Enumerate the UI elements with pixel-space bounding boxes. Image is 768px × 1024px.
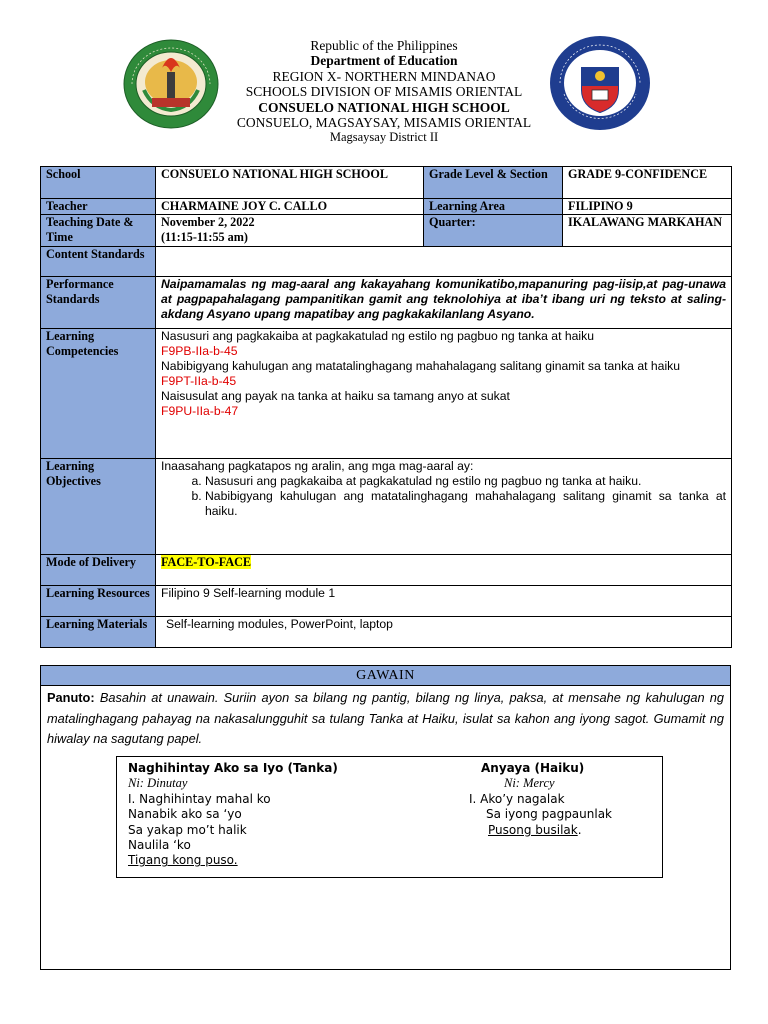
haiku-poem [469, 761, 612, 838]
gawain-title: GAWAIN [41, 666, 730, 686]
mode-value: FACE-TO-FACE [161, 555, 252, 569]
materials-value: Self-learning modules, PowerPoint, laptop [156, 617, 732, 648]
division-line: SCHOOLS DIVISION OF MISAMIS ORIENTAL [245, 84, 523, 100]
poem-box [116, 756, 663, 878]
haiku-author: Ni: Mercy [504, 776, 555, 791]
poem-line: Sa yakap mo’t halik [128, 822, 247, 837]
country-line: Republic of the Philippines [310, 38, 458, 53]
competency-code: F9PT-IIa-b-45 [161, 374, 237, 388]
gawain-section [40, 665, 731, 970]
area-value: FILIPINO 9 [563, 199, 732, 215]
objectives-intro: Inaasahang pagkatapos ng aralin, ang mga mag-aaral ay: [161, 459, 474, 473]
letterhead [0, 38, 768, 146]
panuto-paragraph [41, 686, 730, 750]
panuto-text: Basahin at unawain. Suriin ayon sa bilang ng pantig, bilang ng linya, paksa, at mensahe ng kahulugan ng matalinghagang pahayag na nakasalungguhit sa tulang Tanka at Haiku, isulat sa kahon ang iyong sagot. Gumamit ng hiwalay na sagutang papel. [47, 690, 724, 747]
area-label: Learning Area [424, 199, 563, 215]
poem-line: Sa iyong pagpaunlak [486, 807, 613, 822]
teacher-label: Teacher [41, 199, 156, 215]
tanka-poem [128, 761, 338, 869]
poem-line: Nanabik ako sa ‘yo [128, 807, 242, 822]
mode-label: Mode of Delivery [41, 555, 156, 586]
materials-label: Learning Materials [41, 617, 156, 648]
performance-value [156, 277, 732, 329]
date-label: Teaching Date & Time [41, 215, 156, 247]
mode-cell [156, 555, 732, 586]
poem-line: I. Naghihintay mahal ko [128, 791, 271, 806]
department-line: Department of Education [310, 53, 458, 69]
lesson-plan-table [40, 166, 732, 648]
school-value: CONSUELO NATIONAL HIGH SCHOOL [156, 167, 424, 199]
objectives-list [161, 474, 726, 519]
tanka-title: Naghihintay Ako sa Iyo (Tanka) [128, 761, 338, 775]
region-line: REGION X- NORTHERN MINDANAO [272, 68, 496, 84]
school-line: CONSUELO NATIONAL HIGH SCHOOL [258, 99, 510, 115]
objective-item: b. Nabibigyang kahulugan ang matatalinghagang mahahalagang salitang ginamit sa tanka at haiku. [205, 489, 726, 519]
poem-line: Naulila ‘ko [128, 838, 191, 853]
competency-code: F9PB-IIa-b-45 [161, 344, 238, 358]
objective-item: a. Nasusuri ang pagkakaiba at pagkakatulad ng estilo ng pagbuo ng tanka at haiku. [205, 474, 726, 489]
content-label: Content Standards [41, 247, 156, 277]
objectives-label: Learning Objectives [41, 459, 156, 555]
quarter-value: IKALAWANG MARKAHAN [563, 215, 732, 247]
competency-text: Nabibigyang kahulugan ang matatalinghagang mahahalagang salitang ginamit sa tanka at haiku [161, 359, 681, 373]
competencies-label: Learning Competencies [41, 329, 156, 459]
performance-label: Performance Standards [41, 277, 156, 329]
school-label: School [41, 167, 156, 199]
content-value [156, 247, 732, 277]
competency-text: Nasusuri ang pagkakaiba at pagkakatulad ng estilo ng pagbuo ng tanka at haiku [161, 329, 594, 343]
grade-label: Grade Level & Section [424, 167, 563, 199]
competency-text: Naisusulat ang payak na tanka at haiku sa tamang anyo at sukat [161, 389, 510, 403]
district-line: Magsaysay District II [329, 130, 439, 145]
panuto-label: Panuto: [47, 690, 95, 705]
underlined-line: Tigang kong puso. [128, 853, 238, 868]
objectives-cell [156, 459, 732, 555]
performance-text: Naipamamalas ng mag-aaral ang kakayahang komunikatibo,mapanuring pag-iisip,at pag-unawa at pagpapahalagang pampanitikan gamit ang teknolohiya at iba’t ibang uri ng teksto at saling-akdang Asyano upang mapatibay ang pagkakakilanlang Asyano. [161, 277, 726, 321]
time-value: (11:15-11:55 am) [161, 230, 248, 244]
grade-value: GRADE 9-CONFIDENCE [563, 167, 732, 199]
address-line: CONSUELO, MAGSAYSAY, MISAMIS ORIENTAL [236, 115, 532, 131]
haiku-title: Anyaya (Haiku) [481, 761, 585, 775]
quarter-label: Quarter: [424, 215, 563, 247]
tanka-author: Ni: Dinutay [128, 776, 188, 791]
underlined-line: Pusong busilak [488, 822, 578, 837]
competencies-cell [156, 329, 732, 459]
underlined-line-wrap [469, 823, 612, 838]
competency-code: F9PU-IIa-b-47 [161, 404, 239, 418]
resources-value: Filipino 9 Self-learning module 1 [156, 586, 732, 617]
date-time-cell [156, 215, 424, 247]
poem-line: I. Ako’y nagalak [469, 791, 565, 806]
date-value: November 2, 2022 [161, 215, 255, 229]
resources-label: Learning Resources [41, 586, 156, 617]
period: . [577, 822, 582, 837]
teacher-value: CHARMAINE JOY C. CALLO [156, 199, 424, 215]
